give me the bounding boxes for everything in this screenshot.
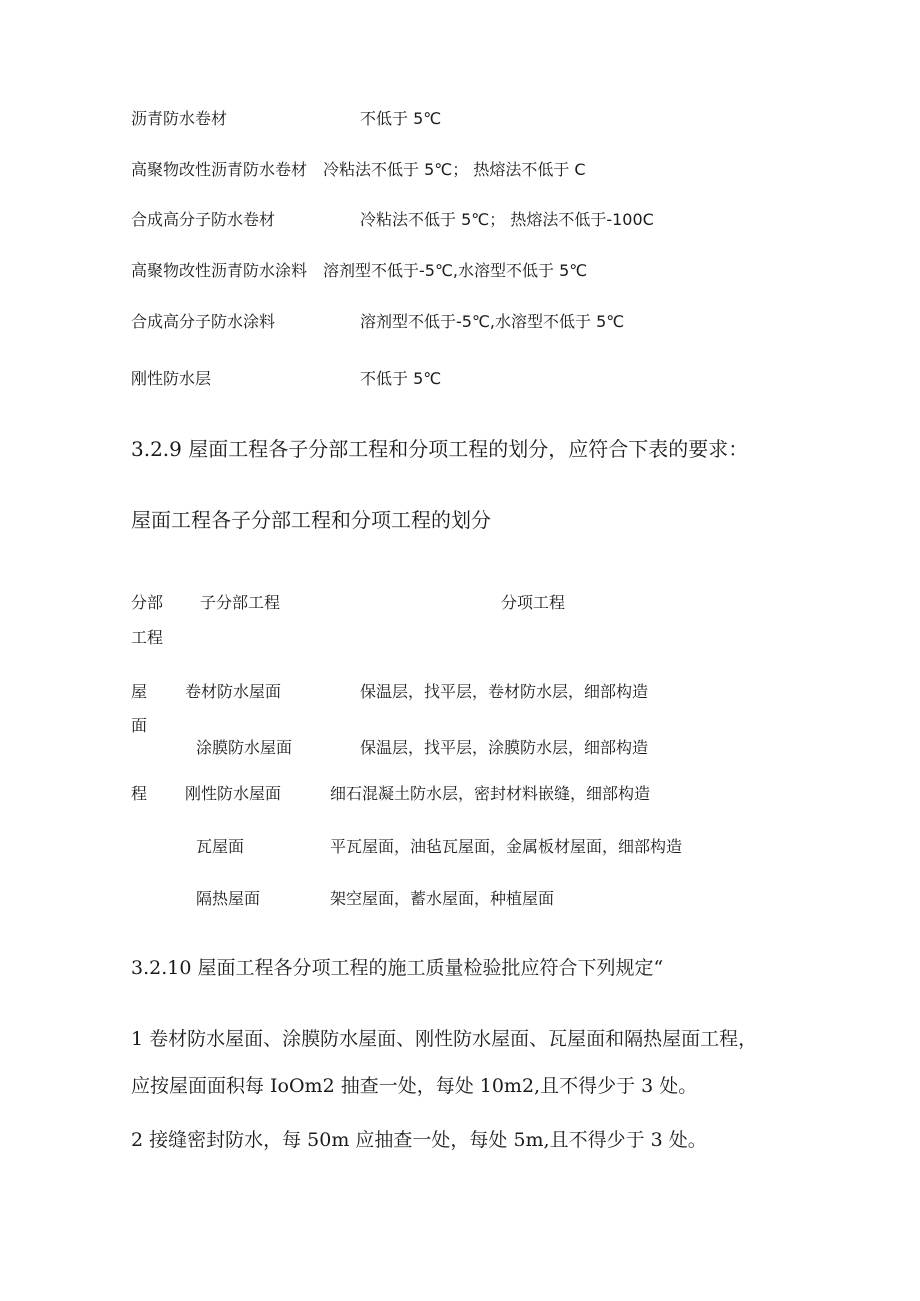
temperature-requirement: 不低于 5℃ (360, 109, 442, 128)
header-division: 分部 (131, 593, 164, 612)
temperature-requirement: 冷粘法不低于 5℃； 热熔法不低于 C (323, 160, 586, 179)
material-label: 沥青防水卷材 (131, 109, 228, 128)
table-row-subdivision: 瓦屋面 (196, 837, 245, 856)
table-row-subdivision: 卷材防水屋面 (185, 682, 282, 701)
table-row-subdivision: 隔热屋面 (196, 889, 261, 908)
table-row-items: 保温层，找平层，涂膜防水层，细部构造 (360, 738, 649, 757)
table-row-items: 保温层，找平层，卷材防水层，细部构造 (360, 682, 649, 701)
table-row-items: 细石混凝土防水层，密封材料嵌缝，细部构造 (330, 784, 651, 803)
material-label: 合成高分子防水卷材 (131, 210, 276, 229)
table-row-subdivision: 涂膜防水屋面 (196, 738, 293, 757)
header-division-cont: 工程 (131, 628, 164, 647)
item-1-line-1: 1 卷材防水屋面、涂膜防水屋面、刚性防水屋面、瓦屋面和隔热屋面工程， (131, 1028, 758, 1050)
division-char: 屋 (131, 682, 148, 701)
table-title: 屋面工程各子分部工程和分项工程的划分 (131, 508, 491, 532)
temperature-requirement: 溶剂型不低于-5℃,水溶型不低于 5℃ (360, 312, 625, 331)
temperature-requirement: 溶剂型不低于-5℃,水溶型不低于 5℃ (323, 261, 588, 280)
table-row-items: 架空屋面，蓄水屋面，种植屋面 (330, 889, 555, 908)
material-label: 高聚物改性沥青防水涂料 (131, 261, 308, 280)
header-subdivision: 子分部工程 (200, 593, 281, 612)
clause-3-2-9: 3.2.9 屋面工程各子分部工程和分项工程的划分，应符合下表的要求： (131, 437, 749, 461)
division-char: 程 (131, 784, 148, 803)
item-1-line-2: 应按屋面面积每 IoOm2 抽查一处，每处 10m2,且不得少于 3 处。 (131, 1075, 698, 1097)
material-label: 合成高分子防水涂料 (131, 312, 276, 331)
material-label: 高聚物改性沥青防水卷材 (131, 160, 308, 179)
temperature-requirement: 冷粘法不低于 5℃； 热熔法不低于-100C (360, 210, 654, 229)
material-label: 刚性防水层 (131, 369, 212, 388)
clause-3-2-10: 3.2.10 屋面工程各分项工程的施工质量检验批应符合下列规定“ (131, 957, 664, 979)
temperature-requirement: 不低于 5℃ (360, 369, 442, 388)
header-items: 分项工程 (501, 593, 566, 612)
table-row-subdivision: 刚性防水屋面 (185, 784, 282, 803)
table-row-items: 平瓦屋面，油毡瓦屋面，金属板材屋面，细部构造 (330, 837, 683, 856)
item-2: 2 接缝密封防水，每 50m 应抽查一处，每处 5m,且不得少于 3 处。 (131, 1129, 707, 1151)
division-char: 面 (131, 716, 148, 735)
